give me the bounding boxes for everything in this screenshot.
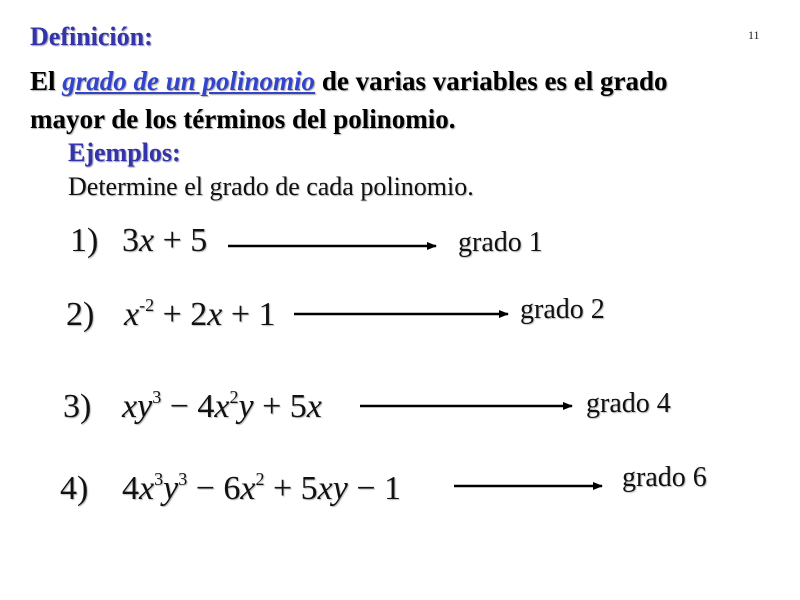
definition-line-2: mayor de los términos del polinomio. (30, 104, 456, 134)
definition-title: Definición: (30, 22, 153, 51)
definition-text-end: de varias variables es el grado (315, 66, 668, 96)
examples-instruction: Determine el grado de cada polinomio. (68, 172, 474, 201)
example-4-expression: $4x^3y^3 - 6x^2 + 5xy - 1$ (122, 469, 402, 507)
example-1-number: 1) (70, 222, 99, 259)
example-2-result: grado 2 (520, 294, 605, 325)
example-4-result: grado 6 (622, 462, 707, 493)
definition-term-link[interactable]: grado de un polinomio (62, 66, 316, 96)
definition-text-start: El (30, 66, 63, 96)
example-3-expression: $xy^3 - 4x^2y + 5x$ (122, 387, 322, 425)
example-3-result: grado 4 (586, 388, 671, 419)
definition-line-1 (30, 66, 668, 97)
example-2-number: 2) (66, 296, 95, 333)
examples-title: Ejemplos: (68, 138, 181, 167)
example-2-expression: $x^{-2} + 2x + 1$ (124, 295, 276, 333)
example-4-number: 4) (60, 470, 89, 507)
example-1-result: grado 1 (458, 227, 543, 258)
example-1-expression: 3x + 5 (122, 222, 208, 259)
example-3-number: 3) (63, 388, 92, 425)
page-number: 11 (748, 28, 760, 42)
